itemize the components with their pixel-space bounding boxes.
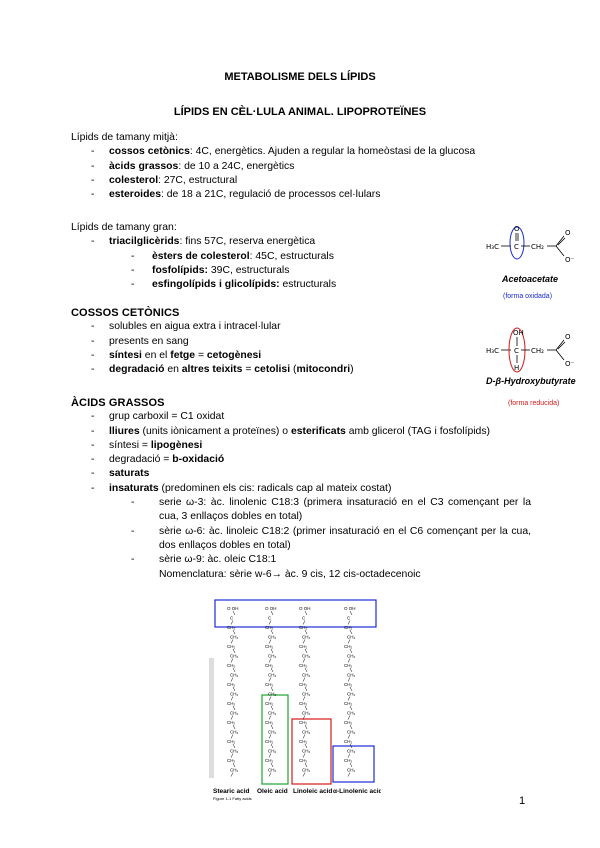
stearic-label: Stearic acid xyxy=(213,788,250,795)
chain-bond xyxy=(271,706,273,710)
chain-atom-glyph: CH₂ xyxy=(268,672,277,678)
chain-bond xyxy=(305,611,307,615)
chain-bond xyxy=(233,611,235,615)
chain-atom-glyph: C xyxy=(268,615,272,621)
sub-list-item: - sèrie ω-6: àc. linoleic C18:2 (primer insaturació en el C6 començant per la cua, dos enllaços dobles en total) xyxy=(71,525,531,554)
chain-atom-glyph: CH₂ xyxy=(230,748,239,754)
chain-atom-glyph: CH₂ xyxy=(227,625,236,630)
chain-atom-glyph: CH₂ xyxy=(347,672,356,678)
chain-bond xyxy=(271,649,273,653)
hydroxybutyrate-note: (forma reducida) xyxy=(508,400,560,407)
chain-bond xyxy=(348,697,350,701)
acetoacetate-structure xyxy=(486,222,582,304)
hydroxy-o-label: O xyxy=(565,333,571,341)
chain-bond xyxy=(269,640,271,644)
acetoacetate-c-label: C xyxy=(514,243,519,251)
chain-bond xyxy=(231,621,233,625)
svg-text:O⁻: O⁻ xyxy=(565,360,575,368)
chain-atom-glyph: CH₂ xyxy=(299,701,308,706)
chain-bond xyxy=(303,621,305,625)
chain-bond xyxy=(348,773,350,777)
page-subtitle: LÍPIDS EN CÈL·LULA ANIMAL. LIPOPROTEÏNES xyxy=(173,106,427,118)
chain-atom-glyph: CH₂ xyxy=(302,710,311,716)
hydroxy-ch2-label: CH₂ xyxy=(531,347,544,355)
list-item: - degradació en altres teixits = cetolisi (mitocondri) xyxy=(71,363,471,377)
chain-bond xyxy=(269,735,271,739)
chain-bond xyxy=(233,668,235,672)
chain-atom-glyph: CH₂ xyxy=(347,767,356,773)
fatty-acid-figure xyxy=(205,598,381,801)
chain-atom-glyph: CH₂ xyxy=(344,739,353,744)
chain-atom-glyph: CH₂ xyxy=(347,653,356,659)
large-intro: Lípids de tamany gran: xyxy=(71,222,177,233)
list-item: - grup carboxil = C1 oxidat xyxy=(71,410,541,424)
chain-bond xyxy=(231,640,233,644)
chain-atom-glyph: CH₂ xyxy=(227,663,236,668)
chain-bond xyxy=(348,659,350,663)
section-heading: ÀCIDS GRASSOS xyxy=(71,397,165,409)
chain-atom-glyph: C xyxy=(347,615,351,621)
chain-bond xyxy=(231,659,233,663)
chain-atom-glyph: C xyxy=(302,615,306,621)
chain-atom-glyph: CH₂ xyxy=(347,748,356,754)
chain-atom-glyph: CH₂ xyxy=(230,634,239,640)
list-item: - esteroides: de 18 a 21C, regulació de processos cel·lulars xyxy=(71,188,551,202)
chain-bond xyxy=(233,744,235,748)
chain-atom-glyph: O OH xyxy=(344,606,356,611)
chain-bond xyxy=(350,763,352,767)
chain-atom-glyph: CH₂ xyxy=(299,625,308,630)
chain-atom-glyph: CH₂ xyxy=(265,720,274,725)
acetoacetate-diagram xyxy=(486,222,582,278)
linoleic-label: Linoleic acid xyxy=(293,788,333,795)
chain-bond xyxy=(303,735,305,739)
chain-atom-glyph: CH₂ xyxy=(230,672,239,678)
hydroxy-h-label: H xyxy=(514,364,520,372)
chain-bond xyxy=(271,744,273,748)
chain-bond xyxy=(348,678,350,682)
chain-atom-glyph: CH₂ xyxy=(347,634,356,640)
chain-bond xyxy=(271,668,273,672)
chain-atom-glyph: CH₂ xyxy=(265,644,274,649)
chain-bond xyxy=(233,687,235,691)
large-lipids-section xyxy=(71,221,471,292)
acetoacetate-ch2-label: CH₂ xyxy=(531,243,544,251)
list-item: - solubles en aigua extra i intracel·lular xyxy=(71,320,471,334)
chain-atom-glyph: CH₂ xyxy=(299,644,308,649)
chain-bond xyxy=(350,649,352,653)
chain-bond xyxy=(269,754,271,758)
chain-bond xyxy=(269,697,271,701)
chain-atom-glyph: CH₂ xyxy=(302,691,311,697)
chain-bond xyxy=(350,725,352,729)
chain-bond xyxy=(305,763,307,767)
chain-atom-glyph: CH₂ xyxy=(344,663,353,668)
chain-bond xyxy=(271,687,273,691)
linolenic-label: α-Linolenic acid xyxy=(333,788,381,795)
sub-list-item: - fosfolípids: 39C, estructurals xyxy=(71,264,471,278)
list-item: - degradació = b-oxidació xyxy=(71,453,541,467)
figure-caption: Figure 1-1 Fatty acids xyxy=(213,796,252,801)
chain-atom-glyph: CH₂ xyxy=(227,739,236,744)
list-item: - àcids grassos: de 10 a 24C, energètics xyxy=(71,160,551,174)
acetoacetate-note: (forma oxidada) xyxy=(503,293,553,300)
chain-atom-glyph: CH₂ xyxy=(227,682,236,687)
chain-atom-glyph: CH₂ xyxy=(227,644,236,649)
chain-bond xyxy=(305,706,307,710)
chain-bond xyxy=(269,716,271,720)
list-item: - cossos cetònics: 4C, energètics. Ajuden a regular la homeòstasi de la glucosa xyxy=(71,145,551,159)
chain-bond xyxy=(233,725,235,729)
list-item: - síntesi = lipogènesi xyxy=(71,439,541,453)
chain-atom-glyph: CH₂ xyxy=(302,653,311,659)
list-item: - lliures (units iònicament a proteïnes) o esterificats amb glicerol (TAG i fosfolípids) xyxy=(71,425,541,439)
chain-bond xyxy=(348,716,350,720)
chain-atom-glyph: C xyxy=(230,615,234,621)
chain-bond xyxy=(231,735,233,739)
chain-atom-glyph: CH₂ xyxy=(302,634,311,640)
chain-atom-glyph: CH₂ xyxy=(268,748,277,754)
sub-list-item: - èsters de colesterol: 45C, estructurals xyxy=(71,250,471,264)
chain-bond xyxy=(271,725,273,729)
chain-bond xyxy=(231,754,233,758)
chain-atom-glyph: CH₂ xyxy=(268,634,277,640)
chain-atom-glyph: CH₂ xyxy=(299,720,308,725)
chain-bond xyxy=(271,611,273,615)
chain-atom-glyph: CH₂ xyxy=(265,701,274,706)
chain-bond xyxy=(233,649,235,653)
chain-bond xyxy=(269,773,271,777)
chain-bond xyxy=(305,725,307,729)
list-item: - insaturats (predominen els cis: radicals cap al mateix costat) xyxy=(71,482,541,496)
chain-atom-glyph: CH₂ xyxy=(268,653,277,659)
list-item: - presents en sang xyxy=(71,335,471,349)
chain-bond xyxy=(348,754,350,758)
chain-bond xyxy=(305,630,307,634)
oleic-label: Oleic acid xyxy=(257,788,288,795)
chain-atom-glyph: CH₂ xyxy=(299,739,308,744)
list-item: - saturats xyxy=(71,467,541,481)
chain-atom-glyph: CH₂ xyxy=(302,672,311,678)
hydroxybutyrate-diagram xyxy=(486,326,586,376)
chain-bond xyxy=(305,668,307,672)
chain-atom-glyph: CH₂ xyxy=(347,729,356,735)
chain-bond xyxy=(305,649,307,653)
chain-atom-glyph: CH₂ xyxy=(347,710,356,716)
chain-bond xyxy=(303,773,305,777)
sub-list-item: - esfingolípids i glicolípids: estructurals xyxy=(71,278,471,292)
chain-atom-glyph: CH₂ xyxy=(344,701,353,706)
section-heading: COSSOS CETÒNICS xyxy=(71,307,180,319)
acetoacetate-name: Acetoacetate xyxy=(502,274,559,284)
chain-bond xyxy=(348,735,350,739)
ketone-bodies-section xyxy=(71,306,471,377)
chain-atom-glyph: CH₂ xyxy=(265,758,274,763)
chain-bond xyxy=(231,773,233,777)
hydroxy-h3c-label: H₃C xyxy=(486,347,499,355)
page-title: METABOLISME DELS LÍPIDS xyxy=(224,71,376,83)
chain-bond xyxy=(271,763,273,767)
chain-bond xyxy=(303,640,305,644)
chain-bond xyxy=(269,678,271,682)
chain-bond xyxy=(350,687,352,691)
chain-bond xyxy=(231,716,233,720)
chain-bond xyxy=(303,754,305,758)
medium-intro: Lípids de tamany mitjà: xyxy=(71,132,178,143)
chain-atom-glyph: CH₂ xyxy=(227,720,236,725)
chain-atom-glyph: CH₂ xyxy=(227,701,236,706)
chain-atom-glyph: CH₂ xyxy=(268,767,277,773)
chain-bond xyxy=(303,678,305,682)
chain-atom-glyph: O OH xyxy=(227,606,239,611)
chain-bond xyxy=(348,621,350,625)
list-item: - colesterol: 27C, estructural xyxy=(71,174,551,188)
sub-list-item: - sèrie ω-9: àc. oleic C18:1 Nomenclatura: sèrie w-6→ àc. 9 cis, 12 cis-octadecenoic xyxy=(71,553,531,582)
chain-atom-glyph: CH₂ xyxy=(265,663,274,668)
chain-atom-glyph: O OH xyxy=(299,606,311,611)
chain-atom-glyph: CH₂ xyxy=(268,729,277,735)
chain-glyphs xyxy=(227,606,356,777)
chain-bond xyxy=(233,630,235,634)
chain-bond xyxy=(231,697,233,701)
chain-bond xyxy=(350,706,352,710)
svg-text:O⁻: O⁻ xyxy=(565,256,575,264)
acetoacetate-h3c-label: H₃C xyxy=(486,243,499,251)
chain-atom-glyph: CH₂ xyxy=(344,644,353,649)
chain-atom-glyph: CH₂ xyxy=(268,710,277,716)
chain-bond xyxy=(350,630,352,634)
svg-text:C: C xyxy=(514,347,519,355)
chain-bond xyxy=(269,621,271,625)
chain-atom-glyph: CH₂ xyxy=(302,748,311,754)
fatty-acids-section xyxy=(71,396,541,582)
carboxyl-highlight-box xyxy=(215,600,376,627)
fatty-acid-chains xyxy=(205,598,381,801)
list-item: - síntesi en el fetge = cetogènesi xyxy=(71,349,471,363)
list-item: - triacilglicèrids: fins 57C, reserva energètica xyxy=(71,235,471,249)
chain-atom-glyph: CH₂ xyxy=(230,767,239,773)
figure-margin-bar xyxy=(209,658,214,778)
chain-atom-glyph: CH₂ xyxy=(299,758,308,763)
chain-atom-glyph: CH₂ xyxy=(344,682,353,687)
chain-bond xyxy=(348,640,350,644)
chain-atom-glyph: CH₂ xyxy=(230,653,239,659)
chain-atom-glyph: CH₂ xyxy=(268,691,277,697)
hydroxybutyrate-name: D-β-Hydroxybutyrate xyxy=(486,376,576,386)
hydroxy-oh-label: OH xyxy=(513,329,524,337)
chain-atom-glyph: CH₂ xyxy=(299,663,308,668)
chain-bond xyxy=(305,687,307,691)
chain-atom-glyph: CH₂ xyxy=(230,710,239,716)
chain-atom-glyph: CH₂ xyxy=(302,767,311,773)
chain-atom-glyph: CH₂ xyxy=(299,682,308,687)
chain-bond xyxy=(233,706,235,710)
acetoacetate-o-label: O xyxy=(514,225,520,233)
chain-bond xyxy=(305,744,307,748)
chain-atom-glyph: CH₂ xyxy=(265,625,274,630)
chain-atom-glyph: CH₂ xyxy=(344,758,353,763)
page-number: 1 xyxy=(519,795,526,807)
chain-bond xyxy=(271,630,273,634)
chain-atom-glyph: CH₂ xyxy=(344,720,353,725)
chain-bond xyxy=(350,668,352,672)
sub-list-item: - serie ω-3: àc. linolenic C18:3 (primera insaturació en el C3 començant per la cua, 3 enllaços dobles en total) xyxy=(71,496,531,525)
chain-bond xyxy=(231,678,233,682)
chain-atom-glyph: CH₂ xyxy=(302,729,311,735)
chain-bond xyxy=(269,659,271,663)
chain-atom-glyph: CH₂ xyxy=(347,691,356,697)
hydroxybutyrate-structure xyxy=(486,326,586,412)
chain-atom-glyph: O OH xyxy=(265,606,277,611)
chain-atom-glyph: CH₂ xyxy=(265,739,274,744)
chain-bond xyxy=(303,659,305,663)
chain-atom-glyph: CH₂ xyxy=(230,729,239,735)
chain-atom-glyph: CH₂ xyxy=(344,625,353,630)
medium-lipids-section xyxy=(71,131,551,202)
chain-bond xyxy=(350,611,352,615)
linoleic-highlight-box xyxy=(292,719,331,784)
svg-text:O: O xyxy=(565,229,571,237)
chain-atom-glyph: CH₂ xyxy=(265,682,274,687)
chain-atom-glyph: CH₂ xyxy=(230,691,239,697)
chain-atom-glyph: CH₂ xyxy=(227,758,236,763)
chain-bond xyxy=(233,763,235,767)
chain-bond xyxy=(303,697,305,701)
